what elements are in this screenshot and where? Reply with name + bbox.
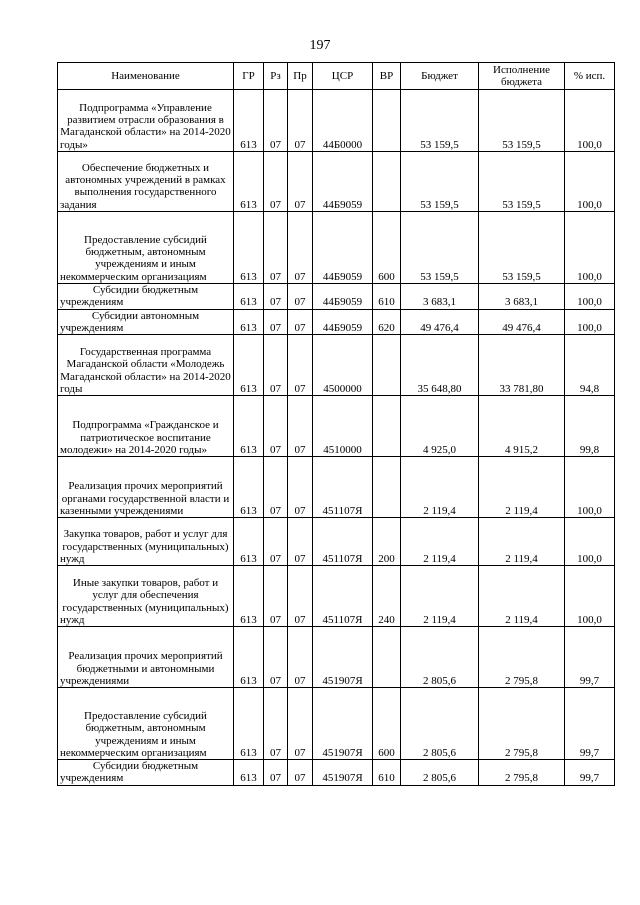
table-row <box>58 152 615 212</box>
cell-rz: 07 <box>264 335 288 396</box>
cell-csr: 451107Я <box>313 518 373 566</box>
cell-vr: 600 <box>373 212 401 284</box>
cell-vr <box>373 627 401 688</box>
cell-execution: 3 683,1 <box>479 284 565 310</box>
cell-pr: 07 <box>288 284 313 310</box>
cell-rz: 07 <box>264 152 288 212</box>
cell-pr: 07 <box>288 152 313 212</box>
cell-vr <box>373 152 401 212</box>
cell-vr: 200 <box>373 518 401 566</box>
cell-vr <box>373 396 401 457</box>
col-header-percent: % исп. <box>565 63 615 90</box>
cell-gr: 613 <box>234 457 264 518</box>
cell-vr <box>373 457 401 518</box>
cell-vr: 610 <box>373 760 401 786</box>
cell-vr <box>373 90 401 152</box>
cell-execution: 33 781,80 <box>479 335 565 396</box>
cell-percent: 99,8 <box>565 396 615 457</box>
col-header-rz: Рз <box>264 63 288 90</box>
cell-execution: 2 795,8 <box>479 688 565 760</box>
col-header-budget: Бюджет <box>401 63 479 90</box>
cell-percent: 99,7 <box>565 688 615 760</box>
cell-rz: 07 <box>264 566 288 627</box>
cell-vr: 600 <box>373 688 401 760</box>
cell-name: Иные закупки товаров, работ и услуг для обеспечения государственных (муниципальных) нужд <box>58 566 234 627</box>
cell-name: Закупка товаров, работ и услуг для государственных (муниципальных) нужд <box>58 518 234 566</box>
cell-percent: 94,8 <box>565 335 615 396</box>
cell-pr: 07 <box>288 396 313 457</box>
cell-gr: 613 <box>234 396 264 457</box>
cell-name: Государственная программа Магаданской области «Молодежь Магаданской области» на 2014-2020 годы <box>58 335 234 396</box>
cell-rz: 07 <box>264 284 288 310</box>
table-row <box>58 457 615 518</box>
cell-gr: 613 <box>234 152 264 212</box>
cell-name: Предоставление субсидий бюджетным, автономным учреждениям и иным некоммерческим организациям <box>58 212 234 284</box>
cell-budget: 2 119,4 <box>401 457 479 518</box>
cell-gr: 613 <box>234 688 264 760</box>
cell-gr: 613 <box>234 284 264 310</box>
col-header-gr: ГР <box>234 63 264 90</box>
cell-pr: 07 <box>288 335 313 396</box>
cell-percent: 100,0 <box>565 566 615 627</box>
cell-percent: 100,0 <box>565 518 615 566</box>
cell-rz: 07 <box>264 212 288 284</box>
table-header-row <box>58 63 615 90</box>
cell-name: Субсидии бюджетным учреждениям <box>58 760 234 786</box>
cell-csr: 44Б9059 <box>313 152 373 212</box>
cell-budget: 2 805,6 <box>401 627 479 688</box>
cell-budget: 2 805,6 <box>401 688 479 760</box>
cell-name: Подпрограмма «Управление развитием отрасли образования в Магаданской области» на 2014-2020 годы» <box>58 90 234 152</box>
cell-csr: 44Б9059 <box>313 212 373 284</box>
cell-name: Реализация прочих мероприятий органами государственной власти и казенными учреждениями <box>58 457 234 518</box>
cell-rz: 07 <box>264 760 288 786</box>
cell-rz: 07 <box>264 457 288 518</box>
cell-budget: 53 159,5 <box>401 152 479 212</box>
table-row <box>58 90 615 152</box>
cell-csr: 451907Я <box>313 760 373 786</box>
cell-vr <box>373 335 401 396</box>
cell-percent: 100,0 <box>565 90 615 152</box>
table-row <box>58 760 615 786</box>
cell-pr: 07 <box>288 627 313 688</box>
cell-percent: 100,0 <box>565 457 615 518</box>
table-row <box>58 396 615 457</box>
col-header-execution: Исполнение бюджета <box>479 63 565 90</box>
cell-pr: 07 <box>288 457 313 518</box>
cell-name: Субсидии автономным учреждениям <box>58 309 234 335</box>
cell-csr: 4500000 <box>313 335 373 396</box>
cell-gr: 613 <box>234 335 264 396</box>
cell-gr: 613 <box>234 627 264 688</box>
cell-name: Подпрограмма «Гражданское и патриотическое воспитание молодежи» на 2014-2020 годы» <box>58 396 234 457</box>
cell-execution: 4 915,2 <box>479 396 565 457</box>
table-row <box>58 627 615 688</box>
cell-rz: 07 <box>264 627 288 688</box>
budget-table <box>57 62 615 786</box>
cell-name: Реализация прочих мероприятий бюджетными и автономными учреждениями <box>58 627 234 688</box>
cell-gr: 613 <box>234 309 264 335</box>
cell-pr: 07 <box>288 566 313 627</box>
cell-budget: 35 648,80 <box>401 335 479 396</box>
col-header-vr: ВР <box>373 63 401 90</box>
col-header-name: Наименование <box>58 63 234 90</box>
cell-budget: 2 805,6 <box>401 760 479 786</box>
cell-rz: 07 <box>264 396 288 457</box>
cell-execution: 49 476,4 <box>479 309 565 335</box>
cell-execution: 53 159,5 <box>479 90 565 152</box>
cell-name: Предоставление субсидий бюджетным, автономным учреждениям и иным некоммерческим организациям <box>58 688 234 760</box>
cell-execution: 2 119,4 <box>479 457 565 518</box>
cell-budget: 49 476,4 <box>401 309 479 335</box>
cell-percent: 100,0 <box>565 309 615 335</box>
cell-percent: 99,7 <box>565 627 615 688</box>
cell-budget: 4 925,0 <box>401 396 479 457</box>
cell-csr: 451907Я <box>313 688 373 760</box>
cell-budget: 53 159,5 <box>401 90 479 152</box>
cell-vr: 620 <box>373 309 401 335</box>
cell-pr: 07 <box>288 688 313 760</box>
cell-percent: 99,7 <box>565 760 615 786</box>
cell-budget: 53 159,5 <box>401 212 479 284</box>
cell-rz: 07 <box>264 688 288 760</box>
table-row <box>58 518 615 566</box>
table-row <box>58 212 615 284</box>
cell-budget: 2 119,4 <box>401 518 479 566</box>
cell-pr: 07 <box>288 212 313 284</box>
cell-rz: 07 <box>264 309 288 335</box>
page-number: 197 <box>309 38 331 53</box>
cell-execution: 2 119,4 <box>479 518 565 566</box>
cell-vr: 610 <box>373 284 401 310</box>
cell-execution: 2 119,4 <box>479 566 565 627</box>
col-header-pr: Пр <box>288 63 313 90</box>
cell-name: Субсидии бюджетным учреждениям <box>58 284 234 310</box>
cell-csr: 451107Я <box>313 457 373 518</box>
cell-execution: 53 159,5 <box>479 152 565 212</box>
table-row <box>58 566 615 627</box>
cell-pr: 07 <box>288 90 313 152</box>
cell-rz: 07 <box>264 518 288 566</box>
cell-budget: 3 683,1 <box>401 284 479 310</box>
cell-pr: 07 <box>288 518 313 566</box>
col-header-csr: ЦСР <box>313 63 373 90</box>
cell-gr: 613 <box>234 518 264 566</box>
cell-rz: 07 <box>264 90 288 152</box>
cell-gr: 613 <box>234 212 264 284</box>
cell-csr: 4510000 <box>313 396 373 457</box>
table-row <box>58 335 615 396</box>
cell-csr: 44Б9059 <box>313 309 373 335</box>
cell-execution: 2 795,8 <box>479 627 565 688</box>
cell-csr: 451107Я <box>313 566 373 627</box>
cell-gr: 613 <box>234 566 264 627</box>
cell-percent: 100,0 <box>565 284 615 310</box>
cell-execution: 53 159,5 <box>479 212 565 284</box>
cell-gr: 613 <box>234 90 264 152</box>
table-row <box>58 284 615 310</box>
cell-percent: 100,0 <box>565 212 615 284</box>
cell-csr: 451907Я <box>313 627 373 688</box>
cell-csr: 44Б0000 <box>313 90 373 152</box>
cell-pr: 07 <box>288 309 313 335</box>
cell-percent: 100,0 <box>565 152 615 212</box>
cell-vr: 240 <box>373 566 401 627</box>
cell-csr: 44Б9059 <box>313 284 373 310</box>
cell-name: Обеспечение бюджетных и автономных учреждений в рамках выполнения государственного задания <box>58 152 234 212</box>
cell-pr: 07 <box>288 760 313 786</box>
table-row <box>58 688 615 760</box>
table-row <box>58 309 615 335</box>
cell-execution: 2 795,8 <box>479 760 565 786</box>
cell-budget: 2 119,4 <box>401 566 479 627</box>
cell-gr: 613 <box>234 760 264 786</box>
